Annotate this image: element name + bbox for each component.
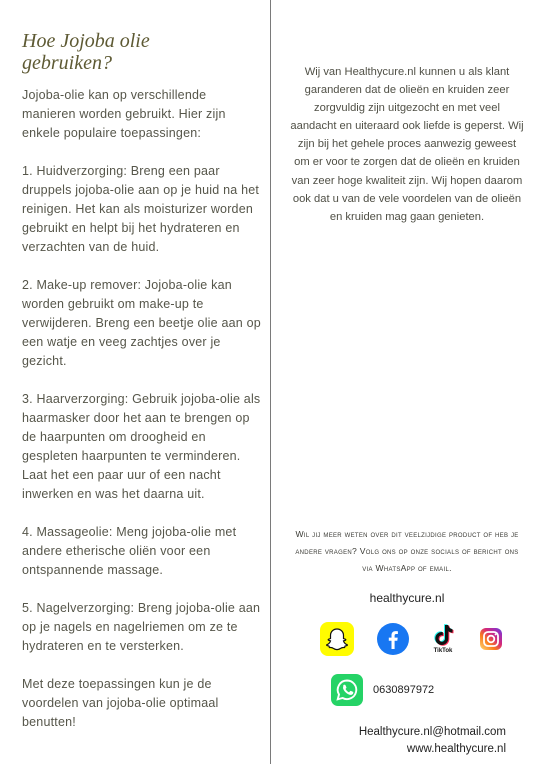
usage-closing: Met deze toepassingen kun je de voordelen van jojoba-olie optimaal benutten! [22,677,219,729]
whatsapp-contact[interactable] [331,674,434,706]
usage-intro: Jojoba-olie kan op verschillende manieren worden gebruikt. Hier zijn enkele populaire toepassingen: [22,88,226,140]
title-line-2: gebruiken? [22,52,112,74]
facebook-icon [377,623,409,655]
snapchat-link[interactable] [320,622,354,656]
title-line-1: Hoe Jojoba olie [22,30,150,52]
phone-number: 0630897972 [373,684,435,696]
page-title [22,30,262,74]
email-link[interactable]: Healthycure.nl@hotmail.com [358,726,506,738]
tip-hair-care: 3. Haarverzorging: Gebruik jojoba-olie als haarmasker door het aan te brengen op de haarpunten om droogheid en gespleten haarpunten te verminderen. Laat het een paar uur of een nacht inwerken en was het daarna uit. [22,392,261,501]
tip-nail-care: 5. Nagelverzorging: Breng jojoba-olie aan op je nagels en nagelriemen om ze te hydrateren en te versterken. [22,601,261,653]
whatsapp-icon [331,674,363,706]
website-link[interactable]: www.healthycure.nl [406,743,506,755]
column-divider [270,0,271,764]
guarantee-text: Wij van Healthycure.nl kunnen u als klant garanderen dat de olieën en kruiden zeer zorgvuldig zijn uitgezocht en met veel aandacht en uiteraard ook liefde is geperst. Wij zijn bij het gehele proces aanwezig geweest om er voor te zorgen dat de olieën en kruiden van zeer hoge kwaliteit zijn. Wij hopen daarom ook dat u van de vele voordelen van de olieën en kruiden mag gaan genieten. [290,66,524,223]
usage-column [22,30,262,751]
instagram-icon [479,627,503,651]
tiktok-label: TikTok [433,647,453,654]
tip-massage-oil: 4. Massageolie: Meng jojoba-olie met andere etherische oliën voor een ontspannende massage. [22,525,237,577]
contact-cta: Wil jij meer weten over dit veelzijdige product of heb je andere vragen? Volg ons op onze socials of bericht ons via WhatsApp of email. [295,529,519,573]
tip-makeup-remover: 2. Make-up remover: Jojoba-olie kan worden gebruikt om make-up te verwijderen. Breng een beetje olie aan op een watje en veeg zachtjes over je gezicht. [22,278,261,368]
tiktok-icon [432,624,454,648]
tip-skin-care: 1. Huidverzorging: Breng een paar druppels jojoba-olie aan op je huid na het reinigen. Het kan als moisturizer worden gebruikt en helpt bij het hydrateren en verzachten van de huid. [22,164,260,254]
usage-text [22,86,262,732]
tiktok-link[interactable] [428,622,458,656]
facebook-link[interactable] [376,622,410,656]
site-label[interactable]: healthycure.nl [369,591,445,605]
snapchat-icon [320,622,354,656]
instagram-link[interactable] [478,622,504,656]
